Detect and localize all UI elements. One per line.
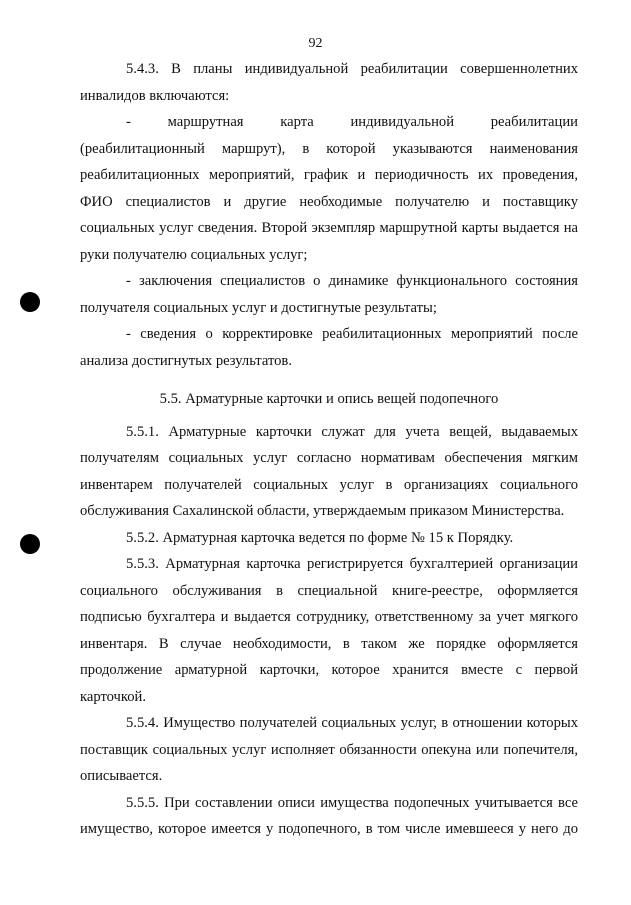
paragraph-5-5-2: 5.5.2. Арматурная карточка ведется по форме № 15 к Порядку. bbox=[126, 529, 514, 546]
list-dash: - bbox=[126, 114, 131, 130]
punch-hole-top bbox=[20, 292, 40, 312]
punch-hole-bottom bbox=[20, 534, 40, 554]
page-number: 92 bbox=[308, 36, 323, 51]
list-item-correction-info: - сведения о корректировке реабилитационных мероприятий после анализа достигнутых результатов. bbox=[80, 326, 578, 369]
list-item-route-card-rest: (реабилитационный маршрут), в которой указываются наименования реабилитационных мероприятий, график и периодичность их проведения, ФИО специалистов и другие необходимые получателю и поставщику социальных услуг сведения. Второй экземпляр маршрутной карты выдается на руки получателю социальных услуг; bbox=[80, 140, 578, 263]
word: маршрутная bbox=[167, 114, 244, 130]
word: карта bbox=[280, 114, 314, 130]
paragraph-5-5-5: 5.5.5. При составлении описи имущества подопечных учитывается все имущество, которое имеется у подопечного, в том числе имевшееся у него до bbox=[80, 794, 578, 837]
list-item-specialist-conclusions: - заключения специалистов о динамике функционального состояния получателя социальных услуг и достигнутые результаты; bbox=[80, 273, 578, 316]
paragraph-5-5-4: 5.5.4. Имущество получателей социальных услуг, в отношении которых поставщик социальных услуг исполняет обязанности опекуна или попечителя, описывается. bbox=[80, 715, 578, 784]
paragraph-5-5-1: 5.5.1. Арматурные карточки служат для учета вещей, выдаваемых получателям социальных услуг согласно нормативам обеспечения мягким инвентарем получателей социальных услуг в организациях социального обслуживания Сахалинской области, утверждаемым приказом Министерства. bbox=[80, 423, 578, 519]
list-item-route-card-first-line bbox=[80, 109, 578, 136]
paragraph-5-4-3-intro: 5.4.3. В планы индивидуальной реабилитации совершеннолетних инвалидов включаются: bbox=[80, 61, 578, 104]
document-body bbox=[80, 56, 578, 843]
section-heading-5-5: 5.5. Арматурные карточки и опись вещей подопечного bbox=[159, 391, 499, 407]
word: индивидуальной bbox=[350, 114, 454, 130]
word: реабилитации bbox=[490, 114, 578, 130]
paragraph-5-5-3: 5.5.3. Арматурная карточка регистрируется бухгалтерией организации социального обслуживания в специальной книге-реестре, оформляется подписью бухгалтера и выдается сотруднику, ответственному за учет мягкого инвентаря. В случае необходимости, в таком же порядке оформляется продолжение арматурной карточки, которое хранится вместе с первой карточкой. bbox=[80, 556, 578, 705]
